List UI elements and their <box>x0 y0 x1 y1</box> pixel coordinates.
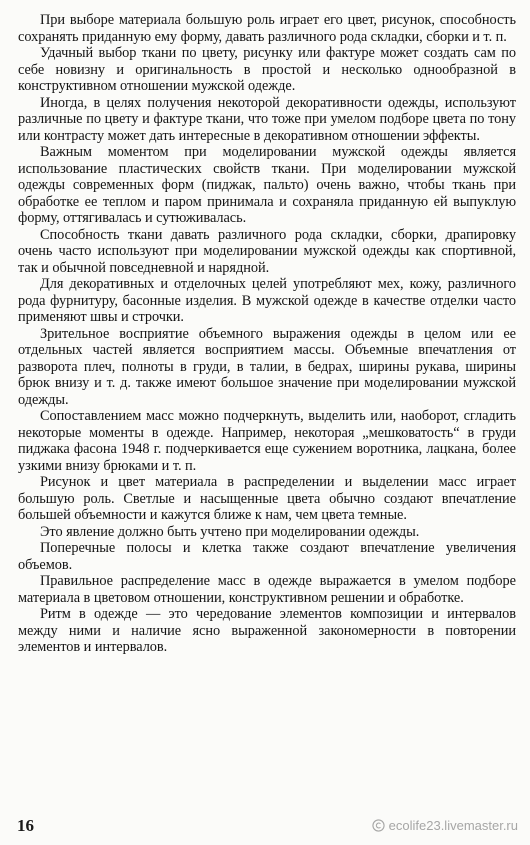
watermark <box>372 818 518 833</box>
page-text <box>18 12 516 656</box>
paragraph-1: При выборе материала большую роль играет его цвет, рисунок, способность сохранять приданную ему форму, давать различного рода складки, сборки и т. п. <box>18 12 516 45</box>
paragraph-10: Это явление должно быть учтено при моделировании одежды. <box>40 523 420 540</box>
paragraph-11: Поперечные полосы и клетка также создают впечатление увеличения объемов. <box>18 540 516 573</box>
watermark-text: ecolife23.livemaster.ru <box>388 818 518 833</box>
paragraph-12: Правильное распределение масс в одежде выражается в умелом подборе материала в цветовом отношении, конструктивном решении и обработке. <box>18 573 516 606</box>
paragraph-6: Для декоративных и отделочных целей употребляют мех, кожу, различного рода фурнитуру, басонные изделия. В мужской одежде в качестве отделки часто применяют швы и строчки. <box>18 276 516 325</box>
paragraph-4: Важным моментом при моделировании мужской одежды является использование пластических свойств ткани. При моделировании мужской одежды современных форм (пиджак, пальто) очень важно, чтобы ткань при обработке ее теплом и паром принимала и сохраняла приданную ей выпуклую форму, оттягивалась и сутюживалась. <box>18 144 516 226</box>
paragraph-2: Удачный выбор ткани по цвету, рисунку или фактуре может создать сам по себе новизну и оригинальность в простой и несколько однообразной в конструктивном отношении мужской одежде. <box>18 45 516 94</box>
paragraph-3: Иногда, в целях получения некоторой декоративности одежды, используют различные по цвету и фактуре ткани, что тоже при умелом подборе цвета по тону или контрасту может дать интересные в декоративном отношении эффекты. <box>18 94 516 144</box>
paragraph-13: Ритм в одежде — это чередование элементов композиции и интервалов между ними и наличие ясно выраженной закономерности в повторении элементов и интервалов. <box>18 606 516 655</box>
paragraph-5: Способность ткани давать различного рода складки, сборки, драпировку очень часто используют при моделировании мужской одежды как спортивной, так и обычной повседневной и нарядной. <box>18 226 516 276</box>
page-number: 16 <box>17 816 34 835</box>
paragraph-7: Зрительное восприятие объемного выражения одежды в целом или ее отдельных частей является восприятием массы. Объемные впечатления от разворота плеч, полноты в груди, в талии, в бедрах, ширины рукава, ширины брюк внизу и т. д. также имеют большое значение при моделировании мужской одежды. <box>18 325 516 408</box>
paragraph-9: Рисунок и цвет материала в распределении и выделении масс играет большую роль. Светлые и насыщенные цвета обычно создают впечатление большей объемности и кажутся ближе к нам, чем цвета темные. <box>18 474 516 523</box>
paragraph-8: Сопоставлением масс можно подчеркнуть, выделить или, наоборот, сгладить некоторые моменты в одежде. Например, некоторая „мешковатость“ в груди пиджака фасона 1948 г. подчеркивается еще сужением воротника, лацкана, более узкими внизу брюками и т. п. <box>18 408 516 474</box>
copyright-icon <box>372 819 385 832</box>
